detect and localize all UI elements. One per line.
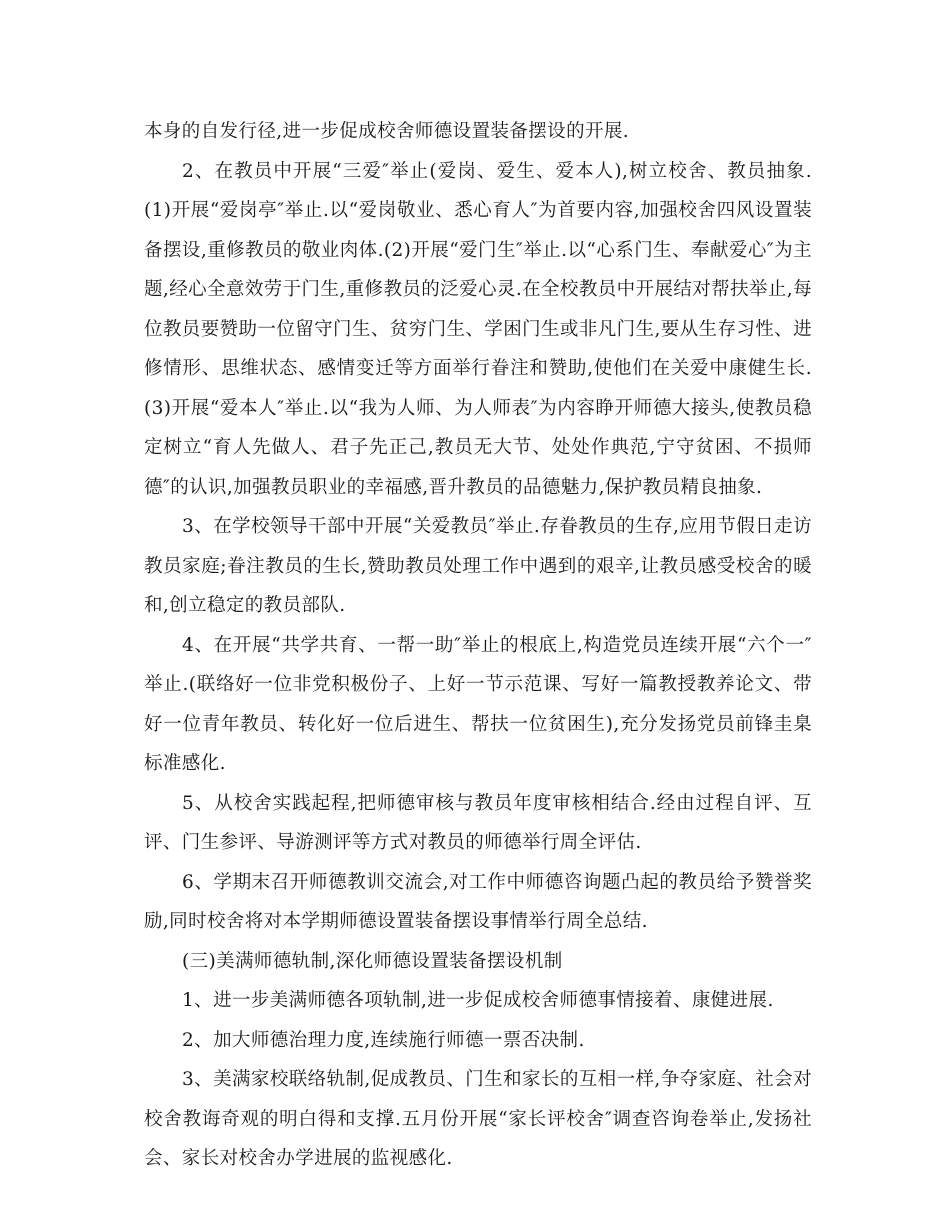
- paragraph-section3-item-2: 2、加大师德治理力度,连续施行师德一票否决制.: [182, 1029, 585, 1051]
- section-heading-3: (三)美满师德轨制,深化师德设置装备摆设机制: [182, 950, 563, 972]
- document-body: [144, 112, 812, 1179]
- paragraph-section3-item-1: 1、进一步美满师德各项轨制,进一步促成校舍师德事情接着、康健进展.: [182, 990, 774, 1011]
- paragraph-item-2-three-loves: 2、在教员中开展“三爱″举止(爱岗、爱生、爱本人),树立校舍、教员抽象.(1)开展“爱岗亭″举止.以“爱岗敬业、悉心育人″为首要内容,加强校舍四风设置装备摆设,重修教员的敬业肉体.(2)开展“爱门生″举止.以“心系门生、奉献爱心″为主题,经心全意效劳于门生,重修教员的泛爱心灵.在全校教员中开展结对帮扶举止,每位教员要赞助一位留守门生、贫穷门生、学困门生或非凡门生,要从生存习性、进修情形、思维状态、感情变迁等方面举行眷注和赞助,使他们在关爱中康健生长.(3)开展“爱本人″举止.以“我为人师、为人师表″为内容睁开师德大接头,使教员稳定树立“育人先做人、君子先正己,教员无大节、处处作典范,宁守贫困、不损师德″的认识,加强教员职业的幸福感,晋升教员的品德魅力,保护教员精良抽象.: [144, 160, 812, 498]
- paragraph-item-4-six-ones: 4、在开展“共学共育、一帮一助″举止的根底上,构造党员连续开展“六个一″举止.(联络好一位非党积极份子、上好一节示范课、写好一篇教授教养论文、带好一位青年教员、转化好一位后进生、帮扶一位贫困生),充分发扬党员前锋圭臬标准感化.: [144, 634, 812, 774]
- paragraph-section3-item-3: 3、美满家校联络轨制,促成教员、门生和家长的互相一样,争夺家庭、社会对校舍教诲奇观的明白得和支撑.五月份开展“家长评校舍″调查咨询卷举止,发扬社会、家长对校舍办学进展的监视感化.: [144, 1069, 812, 1169]
- paragraph-item-5-assessment: 5、从校舍实践起程,把师德审核与教员年度审核相结合.经由过程自评、互评、门生参评、导游测评等方式对教员的师德举行周全评估.: [144, 792, 812, 853]
- paragraph-item-3-care-for-teachers: 3、在学校领导干部中开展“关爱教员″举止.存眷教员的生存,应用节假日走访教员家庭;眷注教员的生长,赞助教员处理工作中遇到的艰辛,让教员感受校舍的暖和,创立稳定的教员部队.: [144, 516, 812, 616]
- paragraph-continuation: 本身的自发行径,进一步促成校舍师德设置装备摆设的开展.: [144, 121, 630, 142]
- paragraph-item-6-summary: 6、学期末召开师德教训交流会,对工作中师德咨询题凸起的教员给予赞誉奖励,同时校舍将对本学期师德设置装备摆设事情举行周全总结.: [144, 871, 812, 932]
